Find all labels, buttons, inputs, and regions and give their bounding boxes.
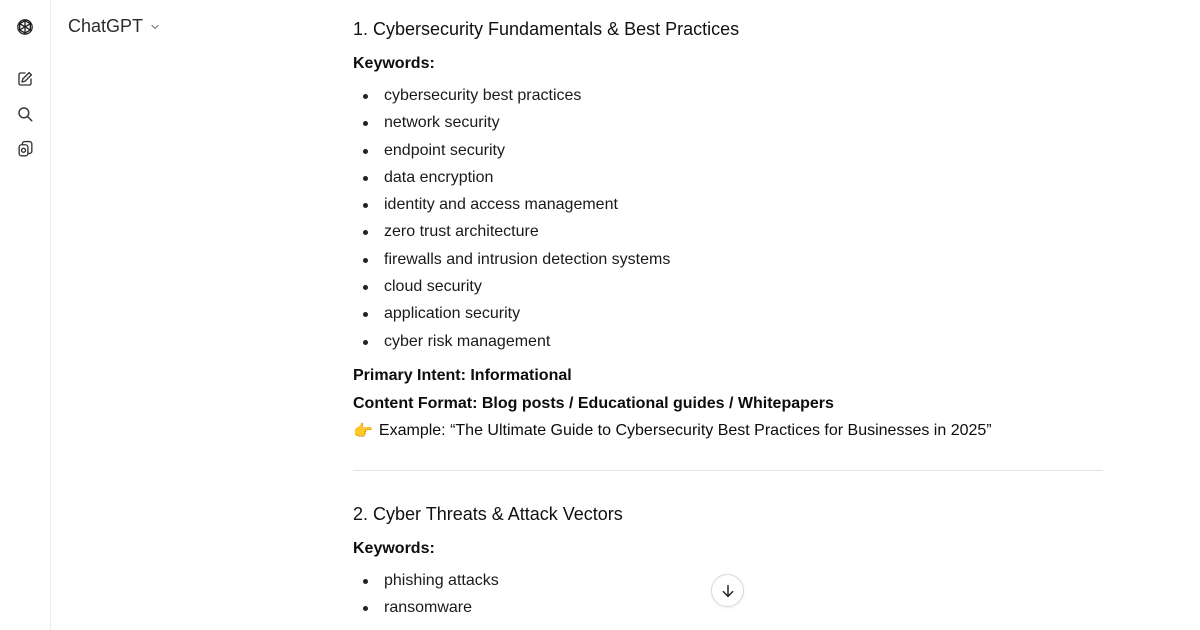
chevron-down-icon bbox=[149, 21, 161, 33]
openai-logo-icon[interactable] bbox=[14, 17, 36, 39]
new-chat-icon[interactable] bbox=[14, 68, 36, 90]
pointing-hand-icon: 👉 bbox=[353, 423, 373, 440]
section-title: 2. Cyber Threats & Attack Vectors bbox=[353, 504, 623, 524]
list-item: cloud security bbox=[353, 273, 670, 300]
divider bbox=[353, 470, 1103, 471]
list-item: cybersecurity best practices bbox=[353, 82, 670, 109]
keywords-label: Keywords: bbox=[353, 540, 435, 557]
keyword-list bbox=[353, 567, 499, 622]
model-switcher[interactable] bbox=[68, 16, 161, 37]
model-name: ChatGPT bbox=[68, 16, 144, 36]
section-title: 1. Cybersecurity Fundamentals & Best Practices bbox=[353, 19, 740, 39]
list-item: application security bbox=[353, 300, 670, 327]
list-item: firewalls and intrusion detection systems bbox=[353, 246, 670, 273]
library-icon[interactable] bbox=[14, 138, 36, 160]
keyword-list bbox=[353, 82, 670, 355]
list-item: endpoint security bbox=[353, 137, 670, 164]
list-item: ransomware bbox=[353, 594, 499, 621]
arrow-down-icon bbox=[720, 583, 736, 599]
sidebar-rail bbox=[0, 0, 51, 630]
list-item: cyber risk management bbox=[353, 328, 670, 355]
list-item: zero trust architecture bbox=[353, 218, 670, 245]
list-item: data encryption bbox=[353, 164, 670, 191]
list-item: phishing attacks bbox=[353, 567, 499, 594]
primary-intent: Primary Intent: Informational bbox=[353, 367, 572, 384]
list-item: identity and access management bbox=[353, 191, 670, 218]
keywords-label: Keywords: bbox=[353, 55, 435, 72]
content-format: Content Format: Blog posts / Educational guides / Whitepapers bbox=[353, 395, 834, 412]
example-line bbox=[353, 421, 992, 441]
list-item: network security bbox=[353, 109, 670, 136]
search-icon[interactable] bbox=[14, 103, 36, 125]
scroll-to-bottom-button[interactable] bbox=[711, 574, 744, 607]
example-text: Example: “The Ultimate Guide to Cybersecurity Best Practices for Businesses in 2025” bbox=[378, 422, 992, 439]
